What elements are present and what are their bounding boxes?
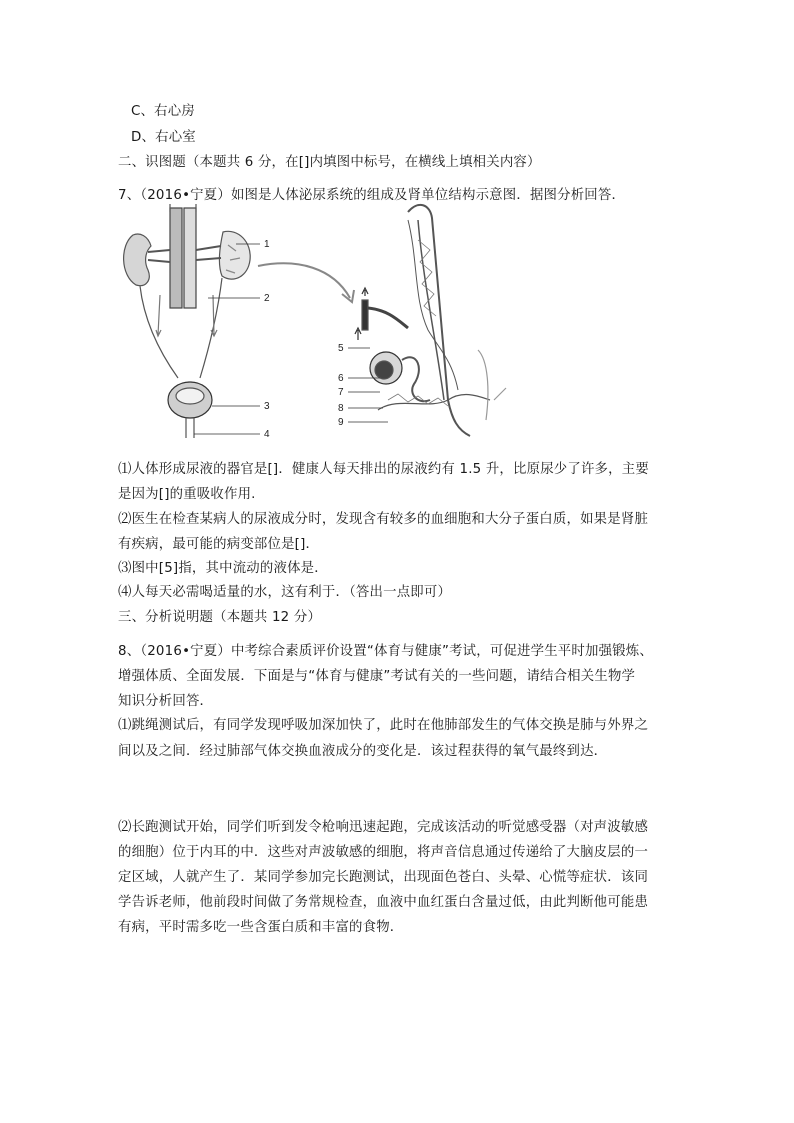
q7-part2-line2: 有疾病，最可能的病变部位是[]． (118, 537, 320, 552)
section2-heading: 二、识图题（本题共 6 分，在[]内填图中标号，在横线上填相关内容） (118, 155, 541, 170)
figure-label-8: 8 (338, 403, 344, 414)
figure-label-7: 7 (338, 387, 344, 398)
q7-part1-line1: ⑴人体形成尿液的器官是[]．健康人每天排出的尿液约有 1.5 升，比原尿少了许多，主要 (118, 462, 649, 477)
section3-heading: 三、分析说明题（本题共 12 分） (118, 610, 322, 625)
q7-part4: ⑷人每天必需喝适量的水，这有利于．（答出一点即可） (118, 585, 452, 600)
q7-part3: ⑶图中[5]指，其中流动的液体是． (118, 561, 328, 576)
q8-line2: 增强体质、全面发展．下面是与“体育与健康”考试有关的一些问题，请结合相关生物学 (118, 669, 636, 684)
figure-label-9: 9 (338, 417, 344, 428)
q7-stem: 7、（2016•宁夏）如图是人体泌尿系统的组成及肾单位结构示意图．据图分析回答． (118, 188, 626, 203)
option-d: D、右心室 (131, 130, 196, 145)
q8-part2-line4: 学告诉老师，他前段时间做了务常规检查，血液中血红蛋白含量过低，由此判断他可能患 (118, 895, 649, 910)
figure-label-2: 2 (264, 293, 270, 304)
urinary-system-figure (118, 200, 518, 450)
q8-part1-line1: ⑴跳绳测试后，有同学发现呼吸加深加快了，此时在他肺部发生的气体交换是肺与外界之 (118, 718, 649, 733)
figure-label-5: 5 (338, 343, 344, 354)
urinary-system-drawing (124, 204, 506, 438)
q7-part1-line2: 是因为[]的重吸收作用. (118, 487, 256, 502)
q7-part2-line1: ⑵医生在检查某病人的尿液成分时，发现含有较多的血细胞和大分子蛋白质，如果是肾脏 (118, 512, 649, 527)
figure-label-4: 4 (264, 429, 270, 440)
q8-part2-line3: 定区域，人就产生了．某同学参加完长跑测试，出现面色苍白、头晕、心慌等症状．该同 (118, 870, 649, 885)
option-c: C、右心房 (131, 104, 195, 119)
q8-part2-line1: ⑵长跑测试开始，同学们听到发令枪响迅速起跑，完成该活动的听觉感受器（对声波敏感 (118, 820, 649, 835)
q8-line3: 知识分析回答． (118, 694, 214, 709)
figure-label-1: 1 (264, 239, 270, 250)
figure-label-3: 3 (264, 401, 270, 412)
q8-line1: 8、（2016•宁夏）中考综合素质评价设置“体育与健康”考试，可促进学生平时加强锻炼、 (118, 644, 653, 659)
q8-part2-line2: 的细胞）位于内耳的中．这些对声波敏感的细胞，将声音信息通过传递给了大脑皮层的一 (118, 845, 649, 860)
q8-part2-line5: 有病，平时需多吃一些含蛋白质和丰富的食物． (118, 920, 404, 935)
q8-part1-line2: 间以及之间．经过肺部气体交换血液成分的变化是．该过程获得的氧气最终到达． (118, 744, 608, 759)
figure-label-6: 6 (338, 373, 344, 384)
